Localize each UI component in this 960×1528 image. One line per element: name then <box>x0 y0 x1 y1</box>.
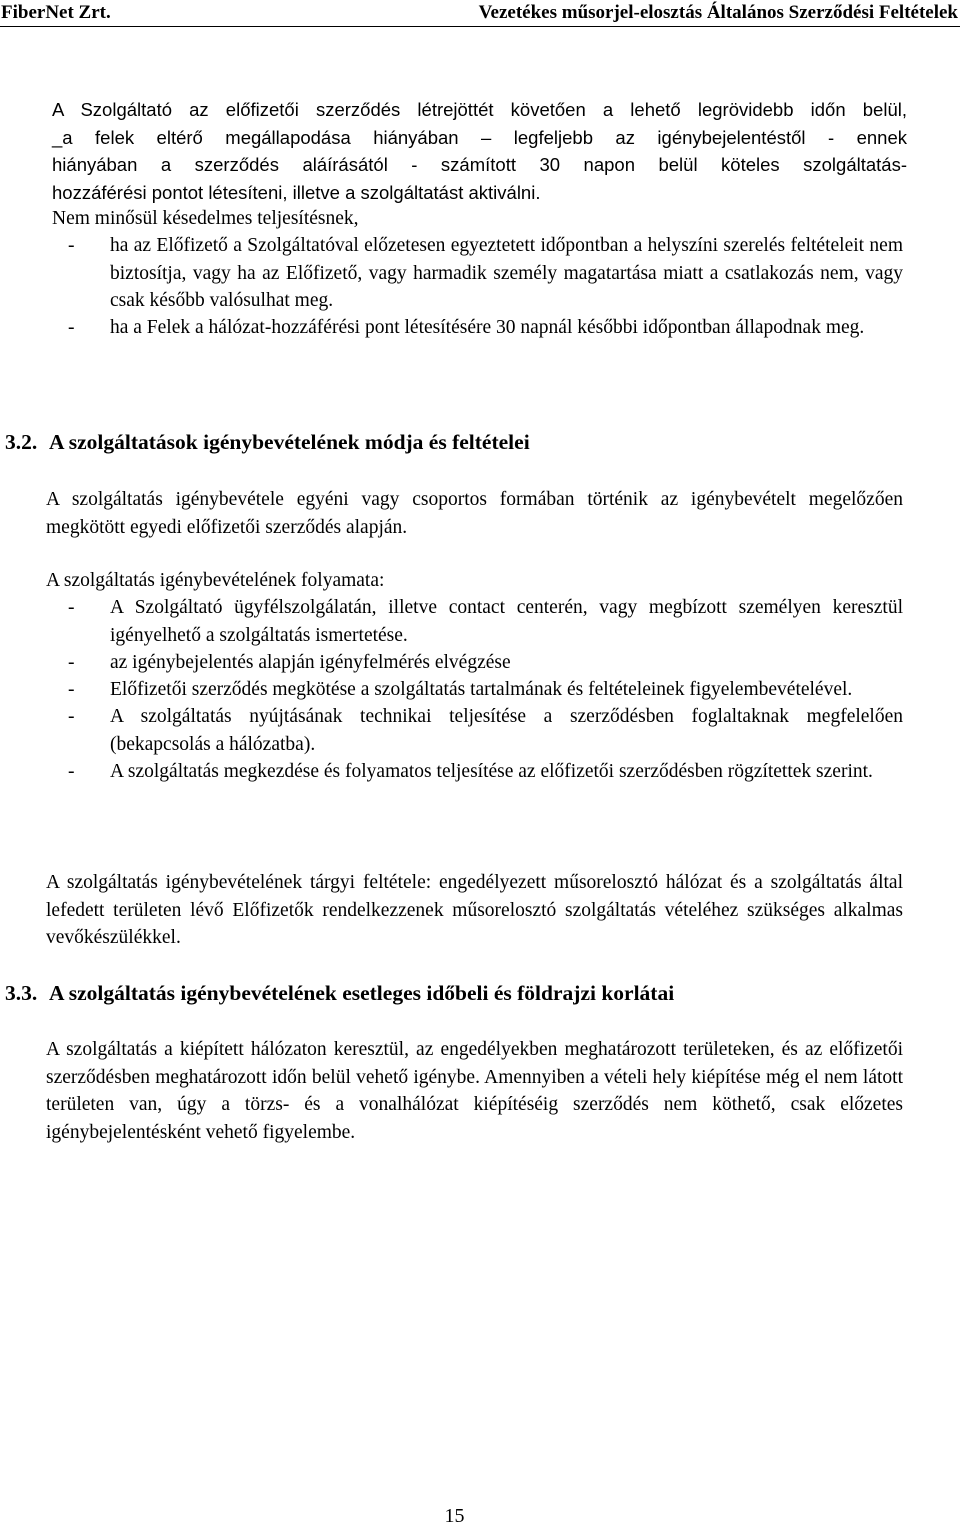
list-item: - ha a Felek a hálózat-hozzáférési pont létesítésére 30 napnál későbbi időpontban állapodnak meg. <box>68 317 865 339</box>
list-item-text: A szolgáltatás nyújtásának technikai teljesítése a szerződésben foglaltaknak megfelelően (bekapcsolás a hálózatba). <box>110 706 903 755</box>
delay-intro: Nem minősül késedelmes teljesítésnek, <box>52 208 359 229</box>
section-heading-3-3 <box>5 981 674 1006</box>
section-title: A szolgáltatások igénybevételének módja és feltételei <box>49 430 530 454</box>
paragraph: A szolgáltatás a kiépített hálózaton keresztül, az engedélyekben meghatározott területeken, és az előfizetői szerződésben meghatározott időn belül vehető igénybe. Amennyiben a vételi hely kiépítése még el nem látott területen van, úgy a törzs- és a vonalhálózat kiépítéséig szerződés nem köthető, csak előzetes igénybejelentésként vehető figyelembe. <box>46 1039 903 1143</box>
page-header <box>0 0 960 27</box>
company-name: FiberNet Zrt. <box>1 2 111 23</box>
section-heading-3-2 <box>5 430 530 455</box>
list-item-text: A Szolgáltató ügyfélszolgálatán, illetve contact centerén, vagy megbízott személyen keresztül igényelhető a szolgáltatás ismertetése. <box>110 597 903 646</box>
intro-line: A Szolgáltató az előfizetői szerződés létrejöttét követően a lehető legrövidebb időn belül, <box>52 99 907 120</box>
section-number: 3.3. <box>5 981 38 1005</box>
list-item-text: ha az Előfizető a Szolgáltatóval előzetesen egyeztetett időpontban a helyszíni szerelés feltételeit nem biztosítja, vagy ha az Előfizető, vagy harmadik személy magatartása miatt a csatlakozás nem, vagy csak később valósulhat meg. <box>110 235 903 311</box>
list-item: - az igénybejelentés alapján igényfelmérés elvégzése <box>68 651 511 673</box>
section-title: A szolgáltatás igénybevételének esetleges időbeli és földrajzi korlátai <box>49 981 675 1005</box>
list-item: - A szolgáltatás nyújtásának technikai teljesítése a szerződésben foglaltaknak megfelelően (bekapcsolás a hálózatba). <box>68 706 903 755</box>
list-item-text: Előfizetői szerződés megkötése a szolgáltatás tartalmának és feltételeinek figyelembevételével. <box>110 679 853 701</box>
paragraph: A szolgáltatás igénybevételének tárgyi feltétele: engedélyezett műsorelosztó hálózat és a szolgáltatás által lefedett területen lévő Előfizetők rendelkezzenek műsorelosztó szolgáltatás vételéhez szükséges alkalmas vevőkészülékkel. <box>46 872 903 948</box>
list-item-text: ha a Felek a hálózat-hozzáférési pont létesítésére 30 napnál későbbi időpontban állapodnak meg. <box>110 317 865 339</box>
intro-line: hozzáférési pontot létesíteni, illetve a szolgáltatást aktiválni. <box>52 181 541 203</box>
process-intro: A szolgáltatás igénybevételének folyamata: <box>46 570 385 591</box>
process-list <box>46 567 903 785</box>
delay-exceptions <box>46 205 903 341</box>
page-number: 15 <box>444 1505 465 1527</box>
intro-paragraph <box>52 96 907 206</box>
paragraph: A szolgáltatás igénybevétele egyéni vagy csoportos formában történik az igénybevételt megelőzően megkötött egyedi előfizetői szerződés alapján. <box>46 489 903 538</box>
list-item-text: A szolgáltatás megkezdése és folyamatos teljesítése az előfizetői szerződésben rögzítettek szerint. <box>110 761 873 783</box>
list-item-text: az igénybejelentés alapján igényfelmérés elvégzése <box>110 651 511 673</box>
intro-line: hiányában a szerződés aláírásától - számított 30 napon belül köteles szolgáltatás- <box>52 154 907 175</box>
intro-line: _a felek eltérő megállapodása hiányában – legfeljebb az igénybejelentéstől - ennek <box>52 126 907 148</box>
document-title: Vezetékes műsorjel-elosztás Általános Szerződési Feltételek <box>478 2 958 23</box>
list-item: - A Szolgáltató ügyfélszolgálatán, illetve contact centerén, vagy megbízott személyen keresztül igényelhető a szolgáltatás ismertetése. <box>68 597 903 646</box>
list-item: - A szolgáltatás megkezdése és folyamatos teljesítése az előfizetői szerződésben rögzítettek szerint. <box>68 761 873 783</box>
list-item: - ha az Előfizető a Szolgáltatóval előzetesen egyeztetett időpontban a helyszíni szerelés feltételeit nem biztosítja, vagy ha az Előfizető, vagy harmadik személy magatartása miatt a csatlakozás nem, vagy csak később valósulhat meg. <box>68 235 903 311</box>
section-number: 3.2. <box>5 430 38 454</box>
list-item: - Előfizetői szerződés megkötése a szolgáltatás tartalmának és feltételeinek figyelembevételével. <box>68 679 853 701</box>
